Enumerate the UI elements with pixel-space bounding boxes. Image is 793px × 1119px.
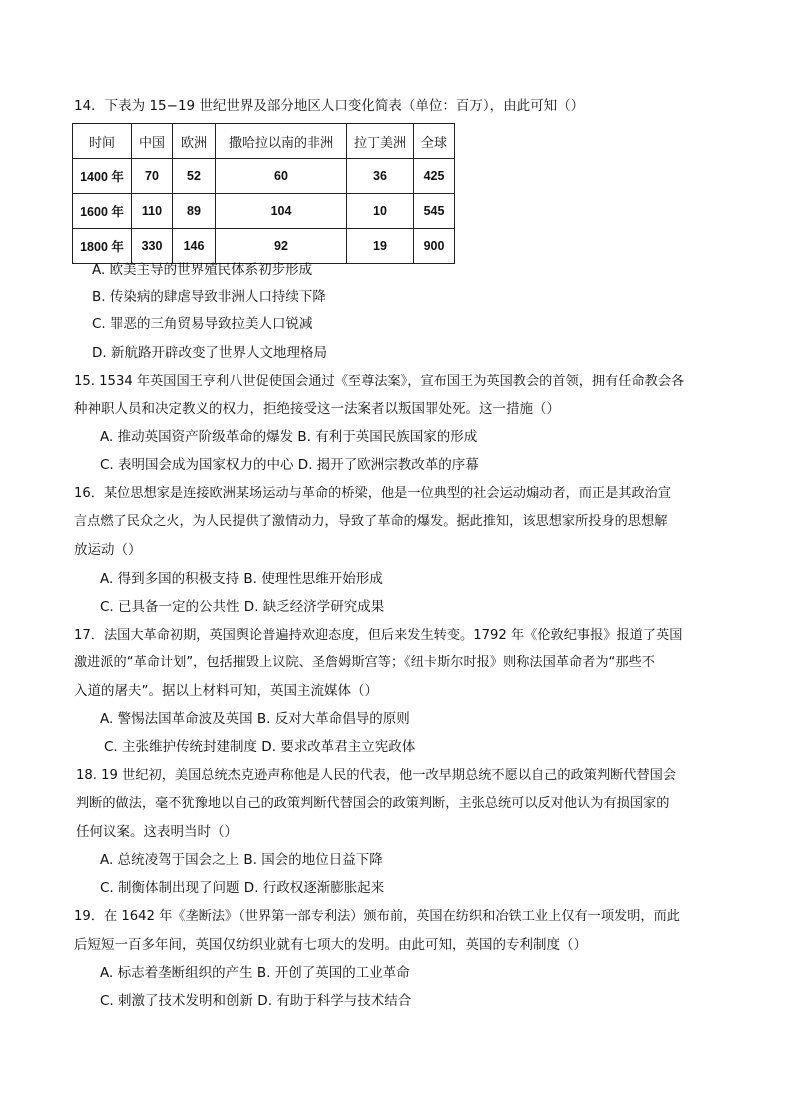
table-header-cell: 全球 bbox=[414, 124, 455, 159]
q17-options-cd: C. 主张维护传统封建制度 D. 要求改革君主立宪政体 bbox=[104, 739, 416, 755]
table-cell: 1800 年 bbox=[73, 229, 132, 264]
q15-stem-line-1: 15. 1534 年英国国王亨利八世促使国会通过《至尊法案》，宣布国王为英国教会的首领，拥有任命教会各 bbox=[74, 374, 685, 389]
q15-stem-line-2: 种神职人员和决定教义的权力，拒绝接受这一法案者以叛国罪处死。这一措施（） bbox=[74, 401, 560, 417]
table-row bbox=[73, 229, 455, 264]
table-header-cell: 欧洲 bbox=[173, 124, 216, 159]
table-cell: 60 bbox=[216, 159, 347, 194]
population-table bbox=[72, 123, 455, 264]
q14-stem: 14．下表为 15−19 世纪世界及部分地区人口变化简表（单位：百万），由此可知（） bbox=[74, 98, 585, 114]
table-row bbox=[73, 159, 455, 194]
table-cell: 36 bbox=[347, 159, 414, 194]
q16-options-ab: A. 得到多国的积极支持 B. 使理性思维开始形成 bbox=[100, 571, 383, 587]
table-row bbox=[73, 194, 455, 229]
table-cell: 70 bbox=[132, 159, 173, 194]
q16-stem-line-2: 言点燃了民众之火，为人民提供了激情动力，导致了革命的爆发。据此推知，该思想家所投身的思想解 bbox=[74, 514, 668, 529]
q14-option-c: C. 罪恶的三角贸易导致拉美人口锐减 bbox=[92, 316, 313, 332]
table-cell: 146 bbox=[173, 229, 216, 264]
table-cell: 19 bbox=[347, 229, 414, 264]
table-header-cell: 中国 bbox=[132, 124, 173, 159]
q16-stem-line-1: 16．某位思想家是连接欧洲某场运动与革命的桥梁，他是一位典型的社会运动煽动者，而正是其政治宣 bbox=[74, 486, 672, 501]
q19-options-ab: A. 标志着垄断组织的产生 B. 开创了英国的工业革命 bbox=[100, 965, 410, 981]
table-cell: 545 bbox=[414, 194, 455, 229]
q18-options-ab: A. 总统凌驾于国会之上 B. 国会的地位日益下降 bbox=[100, 852, 383, 868]
q15-options-cd: C. 表明国会成为国家权力的中心 D. 揭开了欧洲宗教改革的序幕 bbox=[100, 457, 479, 473]
q18-stem-line-3: 任何议案。这表明当时（） bbox=[76, 824, 238, 840]
table-cell: 425 bbox=[414, 159, 455, 194]
table-cell: 110 bbox=[132, 194, 173, 229]
table-cell: 900 bbox=[414, 229, 455, 264]
table-header-cell: 撒哈拉以南的非洲 bbox=[216, 124, 347, 159]
table-cell: 10 bbox=[347, 194, 414, 229]
q14-option-a: A. 欧美主导的世界殖民体系初步形成 bbox=[92, 262, 313, 278]
table-cell: 89 bbox=[173, 194, 216, 229]
table-cell: 104 bbox=[216, 194, 347, 229]
table-cell: 330 bbox=[132, 229, 173, 264]
q18-options-cd: C. 制衡体制出现了问题 D. 行政权逐渐膨胀起来 bbox=[100, 880, 385, 896]
q18-stem-line-1: 18. 19 世纪初，美国总统杰克逊声称他是人民的代表，他一改早期总统不愿以自己的政策判断代替国会 bbox=[76, 768, 677, 783]
table-cell: 92 bbox=[216, 229, 347, 264]
table-header-cell: 拉丁美洲 bbox=[347, 124, 414, 159]
q14-option-b: B. 传染病的肆虐导致非洲人口持续下降 bbox=[92, 289, 326, 305]
table-cell: 52 bbox=[173, 159, 216, 194]
q18-stem-line-2: 判断的做法，毫不犹豫地以自己的政策判断代替国会的政策判断，主张总统可以反对他认为有损国家的 bbox=[76, 796, 670, 811]
q19-options-cd: C. 刺激了技术发明和创新 D. 有助于科学与技术结合 bbox=[100, 993, 412, 1009]
q17-options-ab: A. 警惕法国革命波及英国 B. 反对大革命倡导的原则 bbox=[100, 711, 410, 727]
table-cell: 1600 年 bbox=[73, 194, 132, 229]
table-header-row bbox=[73, 124, 455, 159]
q17-stem-line-1: 17．法国大革命初期，英国舆论普遍持欢迎态度，但后来发生转变。1792 年《伦敦纪事报》报道了英国 bbox=[74, 628, 683, 643]
q15-options-ab: A. 推动英国资产阶级革命的爆发 B. 有利于英国民族国家的形成 bbox=[100, 429, 478, 445]
q17-stem-line-3: 入道的屠夫”。据以上材料可知，英国主流媒体（） bbox=[74, 683, 378, 699]
q16-stem-line-3: 放运动（） bbox=[74, 542, 142, 558]
q14-option-d: D. 新航路开辟改变了世界人文地理格局 bbox=[92, 345, 327, 361]
table-header-cell: 时间 bbox=[73, 124, 132, 159]
table-cell: 1400 年 bbox=[73, 159, 132, 194]
q16-options-cd: C. 已具备一定的公共性 D. 缺乏经济学研究成果 bbox=[100, 599, 385, 615]
q19-stem-line-2: 后短短一百多年间，英国仅纺织业就有七项大的发明。由此可知，英国的专利制度（） bbox=[74, 937, 587, 953]
q17-stem-line-2: 激进派的“革命计划”，包括摧毁上议院、圣詹姆斯宫等；《纽卡斯尔时报》则称法国革命者为“那些不 bbox=[74, 655, 655, 670]
q19-stem-line-1: 19．在 1642 年《垄断法》（世界第一部专利法）颁布前，英国在纺织和冶铁工业上仅有一项发明，而此 bbox=[74, 909, 680, 924]
